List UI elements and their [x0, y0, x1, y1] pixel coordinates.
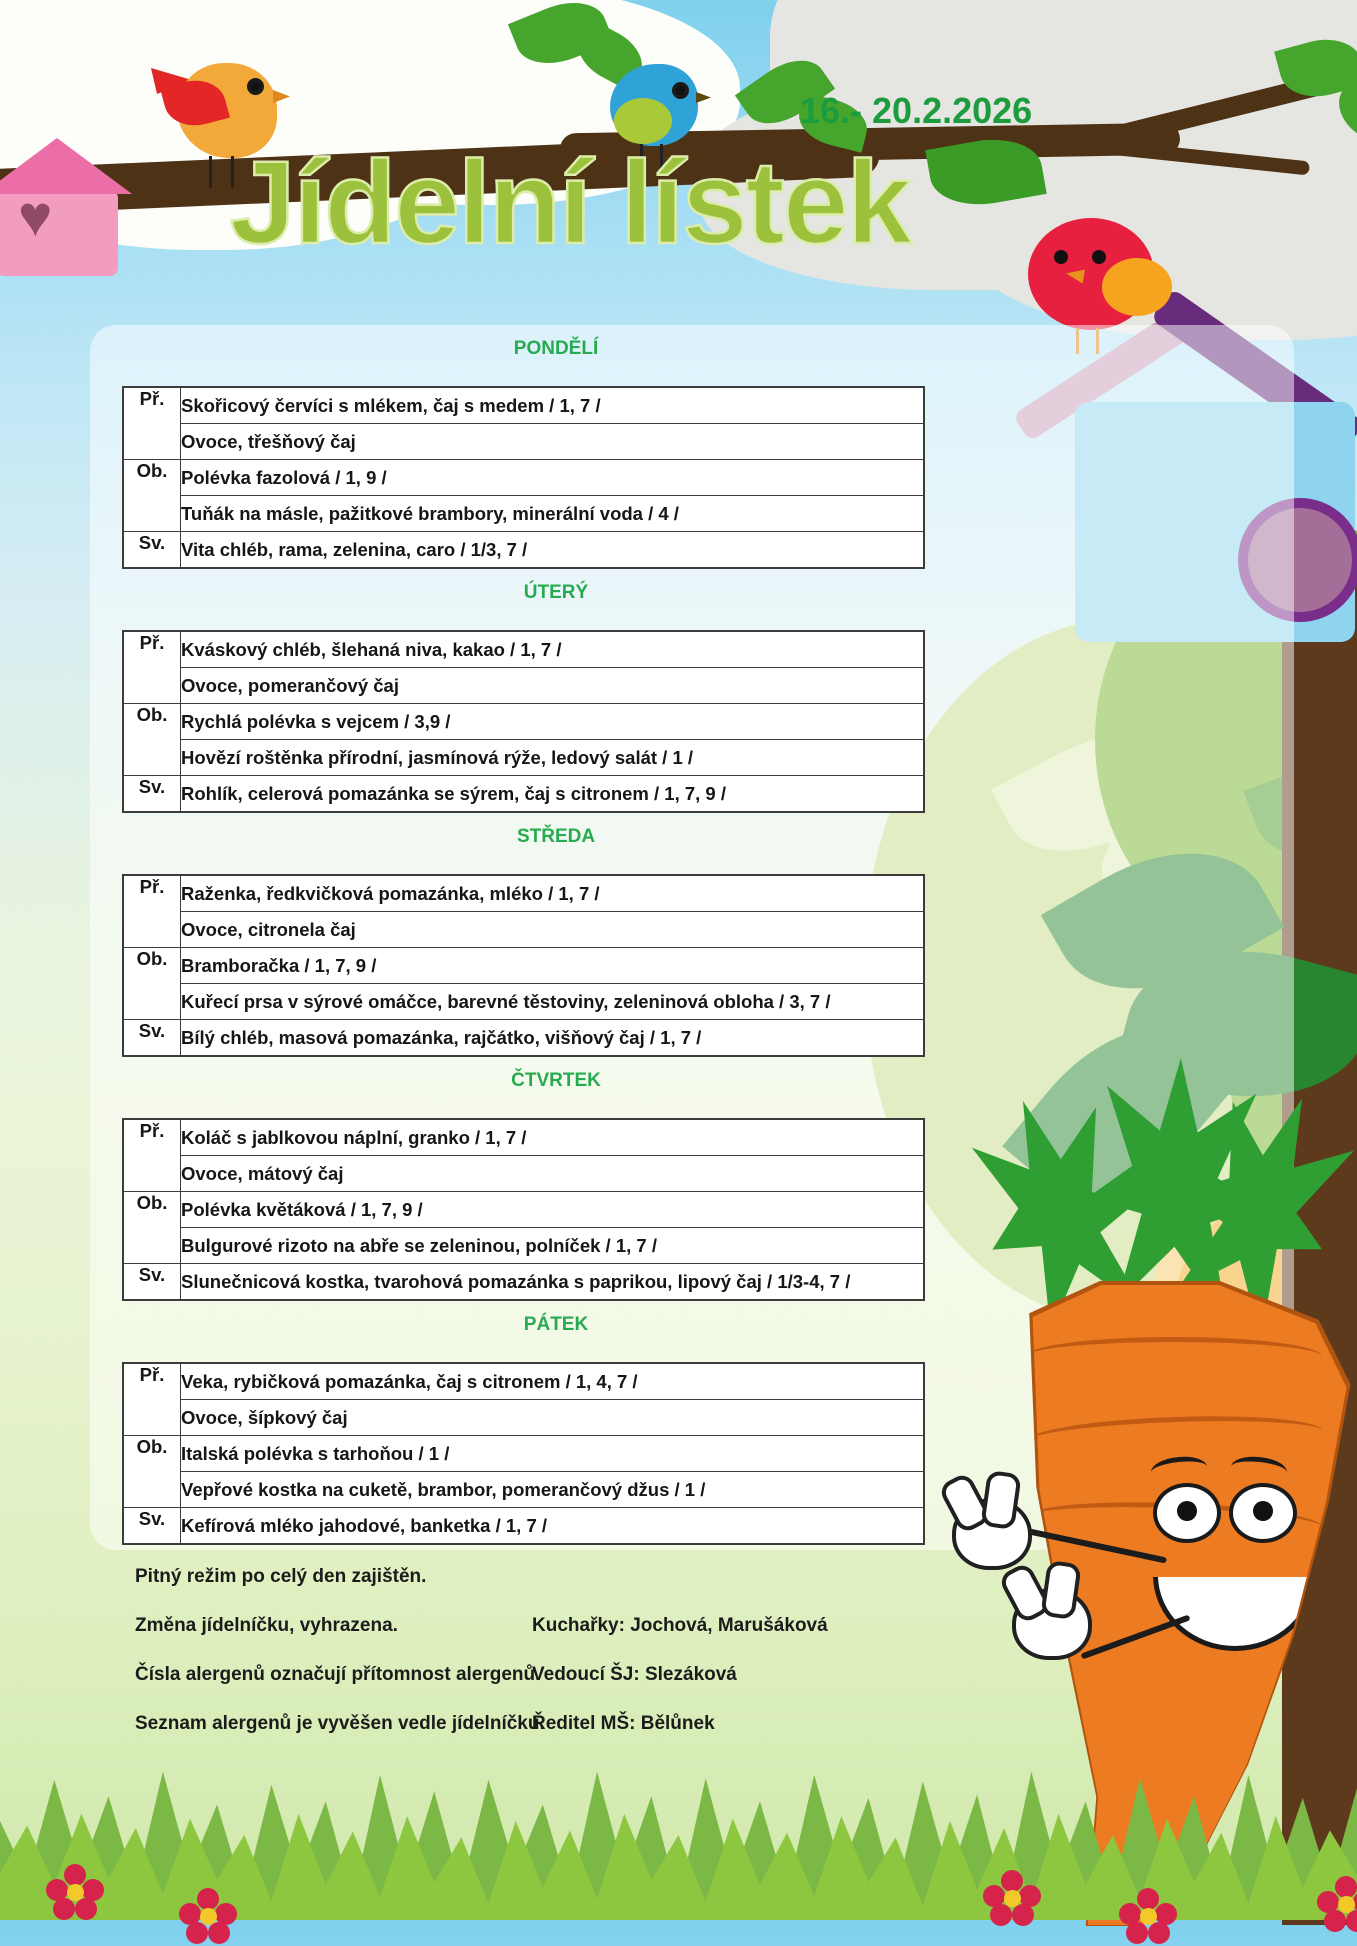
signature-cooks: Kuchařky: Jochová, Marušáková — [532, 1615, 828, 1636]
table-row — [123, 424, 924, 460]
table-row — [123, 387, 924, 424]
table-row — [123, 740, 924, 776]
meal-text: Hovězí roštěnka přírodní, jasmínová rýže, ledový salát / 1 / — [181, 740, 925, 776]
note-allergen-list: Seznam alergenů je vyvěšen vedle jídelníčku. — [135, 1713, 545, 1734]
carrot-eye-icon — [1153, 1483, 1221, 1543]
meal-label: Př. — [123, 1363, 181, 1436]
pink-birdhouse-illustration — [0, 138, 132, 273]
table-row — [123, 1508, 924, 1545]
note-allergen-numbers: Čísla alergenů označují přítomnost alergenů. — [135, 1664, 541, 1685]
table-row — [123, 776, 924, 813]
bird-wing — [1102, 258, 1172, 316]
flower-icon — [1316, 1874, 1357, 1934]
day-section-pondeli — [122, 338, 990, 569]
meal-text: Italská polévka s tarhoňou / 1 / — [181, 1436, 925, 1472]
meal-text: Vita chléb, rama, zelenina, caro / 1/3, 7 / — [181, 532, 925, 569]
meal-text: Polévka fazolová / 1, 9 / — [181, 460, 925, 496]
table-row — [123, 948, 924, 984]
meal-label: Ob. — [123, 460, 181, 532]
table-row — [123, 1192, 924, 1228]
meal-text: Ovoce, citronela čaj — [181, 912, 925, 948]
meal-text: Tuňák na másle, pažitkové brambory, minerální voda / 4 / — [181, 496, 925, 532]
meal-label: Př. — [123, 387, 181, 460]
carrot-eyebrow — [1150, 1454, 1208, 1485]
meal-text: Raženka, ředkvičková pomazánka, mléko / 1, 7 / — [181, 875, 925, 912]
table-row — [123, 1436, 924, 1472]
note-drinking-regime: Pitný režim po celý den zajištěn. — [135, 1566, 427, 1587]
meal-text: Rychlá polévka s vejcem / 3,9 / — [181, 704, 925, 740]
heart-icon: ♥ — [18, 184, 53, 249]
table-row — [123, 532, 924, 569]
bird-eye-icon — [1054, 250, 1068, 264]
table-row — [123, 460, 924, 496]
signature-canteen-head: Vedoucí ŠJ: Slezáková — [532, 1664, 737, 1685]
meal-text: Veka, rybičková pomazánka, čaj s citronem / 1, 4, 7 / — [181, 1363, 925, 1400]
menu-table — [122, 386, 925, 569]
meal-text: Slunečnicová kostka, tvarohová pomazánka s paprikou, lipový čaj / 1/3-4, 7 / — [181, 1264, 925, 1301]
meal-label: Ob. — [123, 948, 181, 1020]
meal-text: Kváskový chléb, šlehaná niva, kakao / 1, 7 / — [181, 631, 925, 668]
meal-text: Skořicový červíci s mlékem, čaj s medem / 1, 7 / — [181, 387, 925, 424]
table-row — [123, 631, 924, 668]
menu-table — [122, 1362, 925, 1545]
meal-text: Bramboračka / 1, 7, 9 / — [181, 948, 925, 984]
footer-notes — [135, 1566, 1215, 1762]
menu-table — [122, 874, 925, 1057]
day-section-patek — [122, 1314, 990, 1545]
flower-icon — [982, 1868, 1042, 1928]
flower-icon — [1118, 1886, 1178, 1946]
page-title: Jídelní lístek — [229, 137, 911, 269]
table-row — [123, 704, 924, 740]
day-title: PÁTEK — [523, 1314, 589, 1335]
table-row — [123, 1363, 924, 1400]
carrot-segment-line — [1026, 1337, 1323, 1376]
meal-text: Ovoce, třešňový čaj — [181, 424, 925, 460]
day-section-ctvrtek — [122, 1070, 990, 1301]
meal-text: Ovoce, šípkový čaj — [181, 1400, 925, 1436]
day-title: STŘEDA — [516, 826, 596, 847]
day-title: ČTVRTEK — [511, 1070, 601, 1091]
meal-label: Ob. — [123, 704, 181, 776]
table-row — [123, 1156, 924, 1192]
footer-row — [135, 1713, 1215, 1735]
carrot-eyebrow — [1230, 1454, 1288, 1485]
flower-icon — [178, 1886, 238, 1946]
footer-row — [135, 1566, 1215, 1588]
meal-label: Sv. — [123, 1264, 181, 1301]
table-row — [123, 668, 924, 704]
meal-text: Bulgurové rizoto na abře se zeleninou, polníček / 1, 7 / — [181, 1228, 925, 1264]
table-row — [123, 912, 924, 948]
flower-icon — [45, 1862, 105, 1922]
menu-table — [122, 1118, 925, 1301]
table-row — [123, 1228, 924, 1264]
meal-text: Bílý chléb, masová pomazánka, rajčátko, višňový čaj / 1, 7 / — [181, 1020, 925, 1057]
meal-text: Kefírová mléko jahodové, banketka / 1, 7 / — [181, 1508, 925, 1545]
meal-text: Kuřecí prsa v sýrové omáčce, barevné těstoviny, zeleninová obloha / 3, 7 / — [181, 984, 925, 1020]
table-row — [123, 875, 924, 912]
carrot-segment-line — [1025, 1412, 1323, 1461]
meal-label: Sv. — [123, 1508, 181, 1545]
table-row — [123, 496, 924, 532]
bird-beak-icon — [696, 92, 711, 103]
day-title: ÚTERÝ — [523, 582, 589, 603]
meal-label: Ob. — [123, 1436, 181, 1508]
meal-label: Sv. — [123, 1020, 181, 1057]
meal-text: Rohlík, celerová pomazánka se sýrem, čaj s citronem / 1, 7, 9 / — [181, 776, 925, 813]
signature-director: Ředitel MŠ: Bělůnek — [532, 1713, 715, 1734]
footer-row — [135, 1664, 1215, 1686]
meal-label: Př. — [123, 875, 181, 948]
bird-eye-icon — [247, 78, 264, 95]
day-section-streda — [122, 826, 990, 1057]
meal-text: Ovoce, mátový čaj — [181, 1156, 925, 1192]
table-row — [123, 984, 924, 1020]
day-title: PONDĚLÍ — [513, 338, 599, 359]
note-menu-change: Změna jídelníčku, vyhrazena. — [135, 1615, 398, 1636]
table-row — [123, 1472, 924, 1508]
menu-table — [122, 630, 925, 813]
meal-label: Sv. — [123, 532, 181, 569]
bird-beak-icon — [273, 90, 290, 103]
date-range: 16.- 20.2.2026 — [800, 90, 1033, 131]
meal-label: Př. — [123, 631, 181, 704]
footer-row — [135, 1615, 1215, 1637]
meal-text: Ovoce, pomerančový čaj — [181, 668, 925, 704]
meal-text: Vepřové kostka na cuketě, brambor, pomerančový džus / 1 / — [181, 1472, 925, 1508]
meal-label: Ob. — [123, 1192, 181, 1264]
meal-label: Sv. — [123, 776, 181, 813]
table-row — [123, 1119, 924, 1156]
carrot-eye-icon — [1229, 1483, 1297, 1543]
bird-eye-icon — [1092, 250, 1106, 264]
table-row — [123, 1020, 924, 1057]
carrot-pupil — [1177, 1501, 1197, 1521]
menu-content — [122, 338, 990, 1558]
meal-label: Př. — [123, 1119, 181, 1192]
table-row — [123, 1264, 924, 1301]
bird-eye-icon — [672, 82, 689, 99]
carrot-pupil — [1253, 1501, 1273, 1521]
meal-text: Polévka květáková / 1, 7, 9 / — [181, 1192, 925, 1228]
table-row — [123, 1400, 924, 1436]
day-section-utery — [122, 582, 990, 813]
meal-text: Koláč s jablkovou náplní, granko / 1, 7 / — [181, 1119, 925, 1156]
